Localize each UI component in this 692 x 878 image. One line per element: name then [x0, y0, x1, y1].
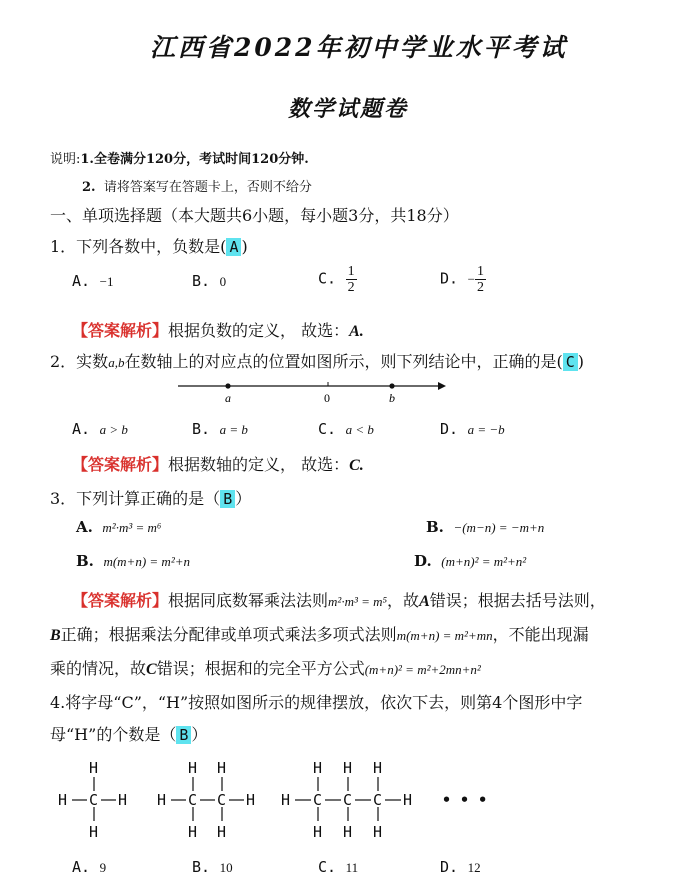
letter-h: H: [89, 823, 99, 841]
axis-label-b: b: [389, 391, 395, 405]
option-label: B.: [426, 518, 444, 536]
q3-option-d: [414, 552, 526, 570]
q3-analysis-line-3: [50, 656, 481, 679]
option-label: B.: [192, 858, 211, 876]
analysis-text: 错误；根据去括号法则，: [429, 591, 606, 610]
q3-stem: 3．下列计算正确的是（: [50, 489, 221, 508]
fraction-denominator: 2: [476, 280, 484, 295]
analysis-choice: B: [50, 627, 61, 644]
analysis-text: 正确；根据乘法分配律或单项式乘法多项式法则: [60, 625, 397, 644]
q2-stem-line: [50, 349, 584, 372]
minus-sign: −: [467, 271, 475, 287]
q2-analysis: [72, 452, 364, 475]
q1-option-d: [440, 264, 486, 295]
q4-option-d: [440, 858, 481, 876]
option-text: a = b: [219, 422, 248, 437]
option-text: −(m−n) = −m+n: [453, 520, 545, 535]
letter-h: H: [58, 791, 68, 809]
option-text: −1: [99, 274, 114, 289]
option-label: A.: [72, 858, 91, 876]
letter-h: H: [281, 791, 291, 809]
q1-close: ): [241, 237, 248, 256]
note-2: 请将答案写在答题卡上，否则不给分: [103, 180, 312, 195]
figure-1: [58, 759, 127, 841]
letter-h: H: [403, 791, 413, 809]
q4-stem: 母“H”的个数是（: [50, 725, 177, 744]
q4-option-a: [72, 858, 106, 876]
letter-h: H: [246, 791, 256, 809]
q1-answer-highlight: A: [226, 238, 241, 256]
letter-c: C: [188, 791, 198, 809]
option-label: B.: [192, 420, 211, 438]
analysis-text: 根据数轴的定义， 故选：: [168, 455, 350, 474]
analysis-formula: m²·m³ = m⁵: [328, 594, 388, 609]
letter-c: C: [313, 791, 323, 809]
option-text: 11: [345, 860, 359, 875]
q4-stem-line-1: 4.将字母“C”，“H”按照如图所示的规律摆放，依次下去，则第4个图形中字: [50, 693, 583, 712]
number-line: [170, 376, 450, 410]
analysis-choice: C: [146, 661, 157, 678]
q4-answer-highlight: B: [176, 726, 191, 744]
fraction-denominator: 2: [347, 280, 355, 295]
analysis-formula: m(m+n) = m²+mn: [396, 628, 493, 643]
q3-analysis-line-2: [50, 622, 589, 645]
q3-answer-highlight: B: [220, 490, 235, 508]
fraction-numerator: 1: [476, 264, 484, 279]
page-title: 江西省2022年初中学业水平考试: [150, 33, 568, 62]
notes-line-1: [50, 148, 309, 167]
q1-option-b: [192, 272, 226, 290]
point-a: [225, 383, 230, 388]
q2-vars: a,b: [108, 355, 125, 370]
notes-line-2: [82, 176, 312, 195]
q3-analysis-line-1: [72, 588, 606, 611]
letter-c: C: [343, 791, 353, 809]
option-text: 9: [99, 860, 107, 875]
letter-h: H: [373, 759, 383, 777]
fraction-numerator: 1: [347, 264, 355, 279]
analysis-text: 根据同底数幂乘法法则: [168, 591, 329, 610]
letter-h: H: [313, 823, 323, 841]
q3-close: ）: [235, 489, 252, 508]
q1-stem-line: [50, 234, 248, 257]
letter-h: H: [373, 823, 383, 841]
letter-h: H: [188, 759, 198, 777]
notes-label: 说明:: [50, 152, 81, 167]
analysis-text: 根据负数的定义， 故选：: [168, 321, 350, 340]
q3-option-a: [76, 518, 161, 536]
letter-h: H: [188, 823, 198, 841]
option-text: 12: [467, 860, 481, 875]
q2-option-b: [192, 420, 248, 438]
option-label: D.: [440, 858, 459, 876]
letter-c: C: [89, 791, 99, 809]
analysis-choice: A: [419, 593, 430, 610]
analysis-choice: C.: [349, 457, 364, 474]
option-text: m(m+n) = m²+n: [103, 554, 190, 569]
analysis-label: 【答案解析】: [72, 455, 169, 474]
q4-option-c: [318, 858, 358, 876]
option-label: D.: [440, 420, 459, 438]
fraction: [346, 264, 357, 295]
axis-label-zero: 0: [324, 391, 330, 405]
q3-option-b: [426, 518, 544, 536]
q1-stem: 1．下列各数中，负数是(: [50, 237, 227, 256]
letter-h: H: [157, 791, 167, 809]
letter-h: H: [217, 823, 227, 841]
paper-subtitle: 数学试题卷: [288, 96, 409, 122]
option-label: D.: [440, 269, 459, 288]
letter-h: H: [217, 759, 227, 777]
option-label: C.: [318, 858, 337, 876]
option-label: A.: [72, 272, 91, 290]
fraction: [475, 264, 486, 295]
point-b: [389, 383, 394, 388]
axis-label-a: a: [225, 391, 231, 405]
letter-h: H: [313, 759, 323, 777]
letter-h: H: [343, 823, 353, 841]
analysis-text: 乘的情况，故: [50, 659, 147, 678]
analysis-choice: A.: [349, 323, 364, 340]
analysis-label: 【答案解析】: [72, 321, 169, 340]
option-label: A.: [76, 518, 93, 536]
q2-option-a: [72, 420, 128, 438]
letter-c: C: [217, 791, 227, 809]
option-label: C.: [318, 269, 337, 288]
section-heading: 一、单项选择题（本大题共6小题，每小题3分，共18分）: [50, 206, 459, 225]
q2-close: ): [577, 352, 584, 371]
option-text: m²·m³ = m⁶: [102, 520, 162, 535]
option-text: a = −b: [467, 422, 505, 437]
option-label: B.: [192, 272, 211, 290]
q1-option-c: [318, 264, 357, 295]
option-text: (m+n)² = m²+n²: [441, 554, 527, 569]
q4-stem-line-2: [50, 722, 207, 745]
q4-option-b: [192, 858, 233, 876]
pattern-diagram: [50, 755, 530, 847]
q2-option-d: [440, 420, 505, 438]
q2-stem-b: 在数轴上的对应点的位置如图所示，则下列结论中，正确的是(: [124, 352, 563, 371]
option-label: D.: [414, 552, 432, 570]
q4-close: ）: [191, 725, 208, 744]
note-2-number: 2.: [82, 180, 96, 195]
q2-stem-a: 2．实数: [50, 352, 109, 371]
q3-option-c: [76, 552, 190, 570]
q1-option-a: [72, 272, 113, 290]
letter-h: H: [118, 791, 128, 809]
analysis-text: 错误；根据和的完全平方公式: [156, 659, 365, 678]
q2-option-c: [318, 420, 374, 438]
analysis-text: ，不能出现漏: [492, 625, 589, 644]
option-label: B.: [76, 552, 94, 570]
option-label: A.: [72, 420, 91, 438]
q1-analysis: [72, 318, 364, 341]
ellipsis: • • •: [442, 791, 488, 809]
option-text: a < b: [345, 422, 374, 437]
note-1: 1.全卷满分120分，考试时间120分钟.: [80, 152, 309, 167]
option-text: 10: [219, 860, 233, 875]
letter-h: H: [89, 759, 99, 777]
option-text: 0: [219, 274, 227, 289]
analysis-formula: (m+n)² = m²+2mn+n²: [364, 662, 481, 677]
option-label: C.: [318, 420, 337, 438]
analysis-label: 【答案解析】: [72, 591, 169, 610]
q3-stem-line: [50, 486, 251, 509]
option-text: a > b: [99, 422, 128, 437]
analysis-text: ，故: [387, 591, 420, 610]
letter-h: H: [343, 759, 353, 777]
q2-answer-highlight: C: [563, 353, 578, 371]
letter-c: C: [373, 791, 383, 809]
